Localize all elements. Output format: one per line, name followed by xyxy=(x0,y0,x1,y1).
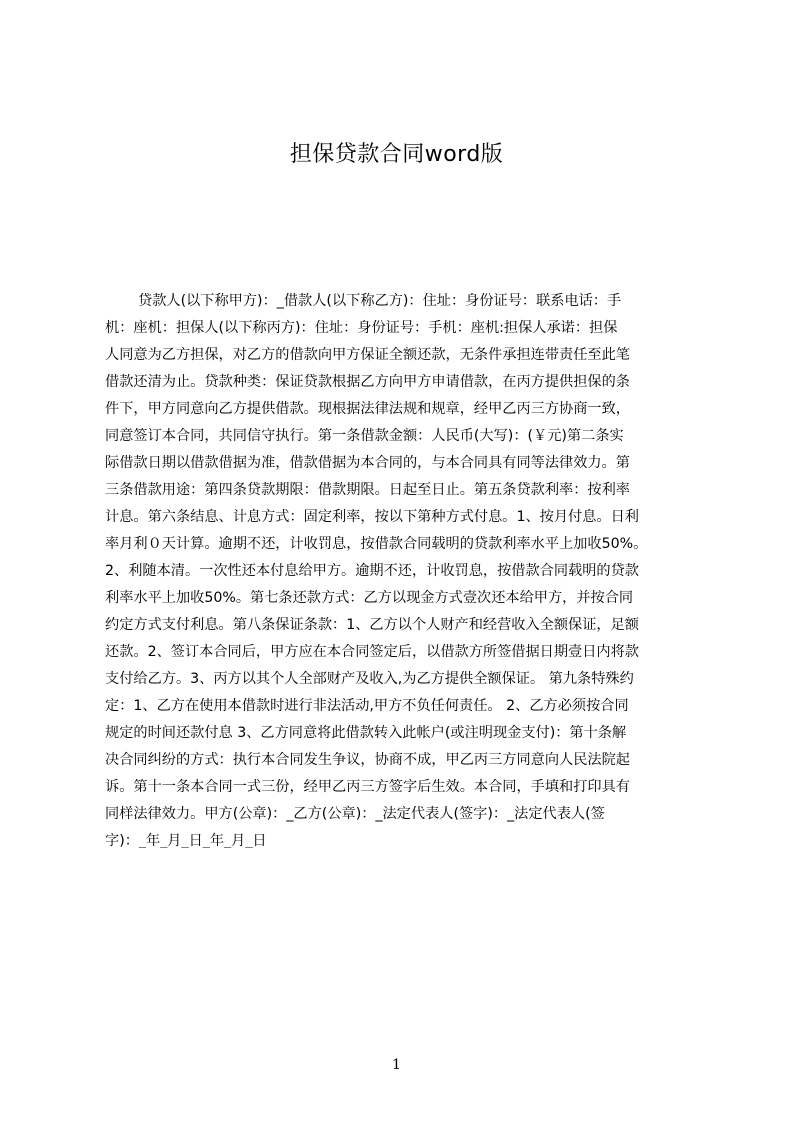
body-line: 贷款人(以下称甲方)：_借款人(以下称乙方)：住址：身份证号：联系电话：手 xyxy=(138,293,622,309)
body-line: 率月利０天计算。逾期不还，计收罚息，按借款合同载明的贷款利率水平上加收50%。 xyxy=(105,536,648,552)
body-line: 诉。第十一条本合同一式三份，经甲乙丙三方签字后生效。本合同，手填和打印具有 xyxy=(105,779,630,795)
body-line: 件下，甲方同意向乙方提供借款。现根据法律法规和规章，经甲乙丙三方协商一致， xyxy=(105,401,630,417)
body-line: 同样法律效力。甲方(公章)：_乙方(公章)：_法定代表人(签字)：_法定代表人(签 xyxy=(105,806,605,822)
body-line: 约定方式支付利息。第八条保证条款：1、乙方以个人财产和经营收入全额保证，足额 xyxy=(105,617,639,633)
body-line: 计息。第六条结息、计息方式：固定利率，按以下第种方式付息。1、按月付息。日利 xyxy=(105,509,639,525)
page-number: 1 xyxy=(392,1057,401,1073)
body-line: 决合同纠纷的方式：执行本合同发生争议，协商不成，甲乙丙三方同意向人民法院起 xyxy=(105,752,630,768)
body-line: 支付给乙方。3、丙方以其个人全部财产及收入,为乙方提供全额保证。 第九条特殊约 xyxy=(105,671,634,687)
body-line: 三条借款用途：第四条贷款期限：借款期限。日起至日止。第五条贷款利率：按利率 xyxy=(105,482,630,498)
body-line: 际借款日期以借款借据为准，借款借据为本合同的，与本合同具有同等法律效力。第 xyxy=(105,455,630,471)
document-title: 担保贷款合同word版 xyxy=(289,142,504,167)
body-line: 同意签订本合同，共同信守执行。第一条借款金额：人民币(大写)：(￥元)第二条实 xyxy=(105,428,624,444)
body-line: 利率水平上加收50%。第七条还款方式：乙方以现金方式壹次还本给甲方，并按合同 xyxy=(105,590,634,606)
body-line: 机：座机：担保人(以下称丙方)：住址：身份证号：手机：座机:担保人承诺：担保 xyxy=(105,320,618,336)
body-line: 定：1、乙方在使用本借款时进行非法活动,甲方不负任何责任。 2、乙方必须按合同 xyxy=(105,698,629,714)
body-line: 规定的时间还款付息 3、乙方同意将此借款转入此帐户(或注明现金支付)：第十条解 xyxy=(105,725,627,741)
body-line: 还款。2、签订本合同后，甲方应在本合同签定后，以借款方所签借据日期壹日内将款 xyxy=(105,644,639,660)
body-line: 字)：_年_月_日_年_月_日 xyxy=(105,833,267,848)
body-line: 借款还清为止。贷款种类：保证贷款根据乙方向甲方申请借款，在丙方提供担保的条 xyxy=(105,374,630,390)
body-line: 2、利随本清。一次性还本付息给甲方。逾期不还，计收罚息，按借款合同载明的贷款 xyxy=(105,563,639,579)
body-line: 人同意为乙方担保，对乙方的借款向甲方保证全额还款，无条件承担连带责任至此笔 xyxy=(105,347,630,363)
contract-body xyxy=(105,288,700,848)
